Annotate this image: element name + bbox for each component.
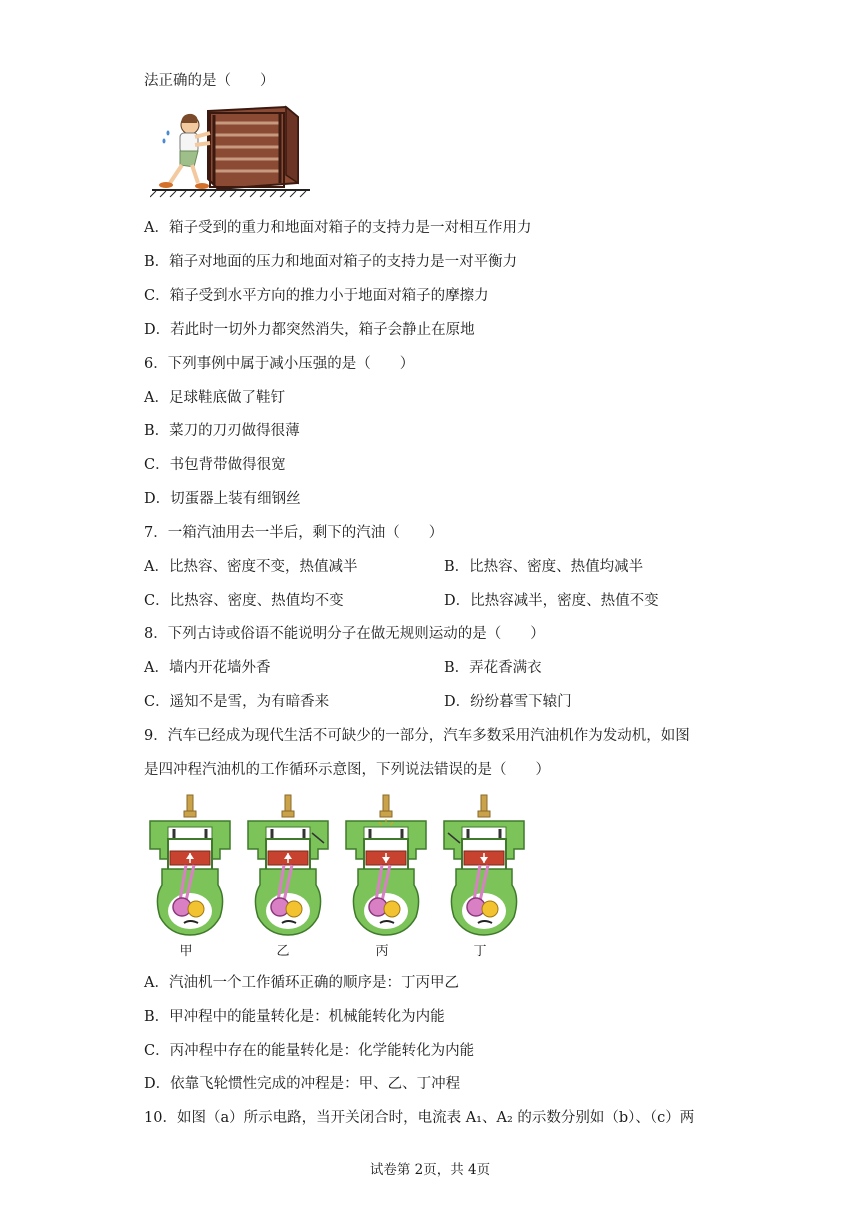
q6-option-a: A．足球鞋底做了鞋钉 [144, 390, 285, 406]
engine-label-bing: 丙 [375, 944, 389, 959]
q5-option-b: B．箱子对地面的压力和地面对箱子的支持力是一对平衡力 [144, 254, 518, 270]
page-footer: 试卷第 2页，共 4页 [369, 1162, 491, 1178]
boy-pushing-box-figure [150, 103, 320, 198]
q8-option-c: C．遥知不是雪，为有暗香来 [144, 694, 330, 710]
q7-stem: 7．一箱汽油用去一半后，剩下的汽油（ ） [144, 525, 444, 541]
engine-cycle-figure [146, 793, 536, 938]
q6-option-d: D．切蛋器上装有细钢丝 [144, 491, 301, 507]
q6-option-c: C．书包背带做得很宽 [144, 457, 286, 473]
q9-option-c: C．丙冲程中存在的能量转化是：化学能转化为内能 [144, 1043, 475, 1059]
q7-option-b: B．比热容、密度、热值均减半 [444, 559, 644, 575]
q8-option-d: D．纷纷暮雪下辕门 [444, 694, 572, 710]
boy [159, 114, 210, 189]
q9-option-a: A．汽油机一个工作循环正确的顺序是：丁丙甲乙 [144, 975, 459, 991]
q9-stem-line2: 是四冲程汽油机的工作循环示意图，下列说法错误的是（ ） [144, 762, 550, 778]
q9-stem-line1: 9．汽车已经成为现代生活不可缺少的一部分，汽车多数采用汽油机作为发动机，如图 [144, 728, 690, 744]
engine-label-jia: 甲 [179, 944, 193, 959]
q7-option-d: D．比热容减半，密度、热值不变 [444, 593, 659, 609]
wooden-box [208, 107, 298, 189]
q5-option-d: D．若此时一切外力都突然消失，箱子会静止在原地 [144, 322, 475, 338]
engine-label-ding: 丁 [473, 944, 487, 959]
engine-label-yi: 乙 [276, 944, 290, 959]
engine-yi [248, 795, 328, 935]
q9-option-d: D．依靠飞轮惯性完成的冲程是：甲、乙、丁冲程 [144, 1076, 461, 1092]
engine-jia [150, 795, 230, 935]
q6-option-b: B．菜刀的刀刃做得很薄 [144, 423, 300, 439]
q9-option-b: B．甲冲程中的能量转化是：机械能转化为内能 [144, 1009, 445, 1025]
q7-option-a: A．比热容、密度不变，热值减半 [144, 559, 358, 575]
q10-stem: 10．如图（a）所示电路，当开关闭合时，电流表 A₁、A₂ 的示数分别如（b）、（c）两 [144, 1110, 695, 1126]
q5-option-c: C．箱子受到水平方向的推力小于地面对箱子的摩擦力 [144, 288, 489, 304]
q5-option-a: A．箱子受到的重力和地面对箱子的支持力是一对相互作用力 [144, 220, 532, 236]
q8-option-b: B．弄花香满衣 [444, 660, 542, 676]
q5-stem-tail: 法正确的是（ ） [144, 73, 275, 89]
engine-ding [444, 795, 524, 935]
engine-bing [346, 795, 426, 935]
q6-stem: 6．下列事例中属于减小压强的是（ ） [144, 356, 415, 372]
q8-option-a: A．墙内开花墙外香 [144, 660, 271, 676]
q8-stem: 8．下列古诗或俗语不能说明分子在做无规则运动的是（ ） [144, 626, 545, 642]
q7-option-c: C．比热容、密度、热值均不变 [144, 593, 344, 609]
